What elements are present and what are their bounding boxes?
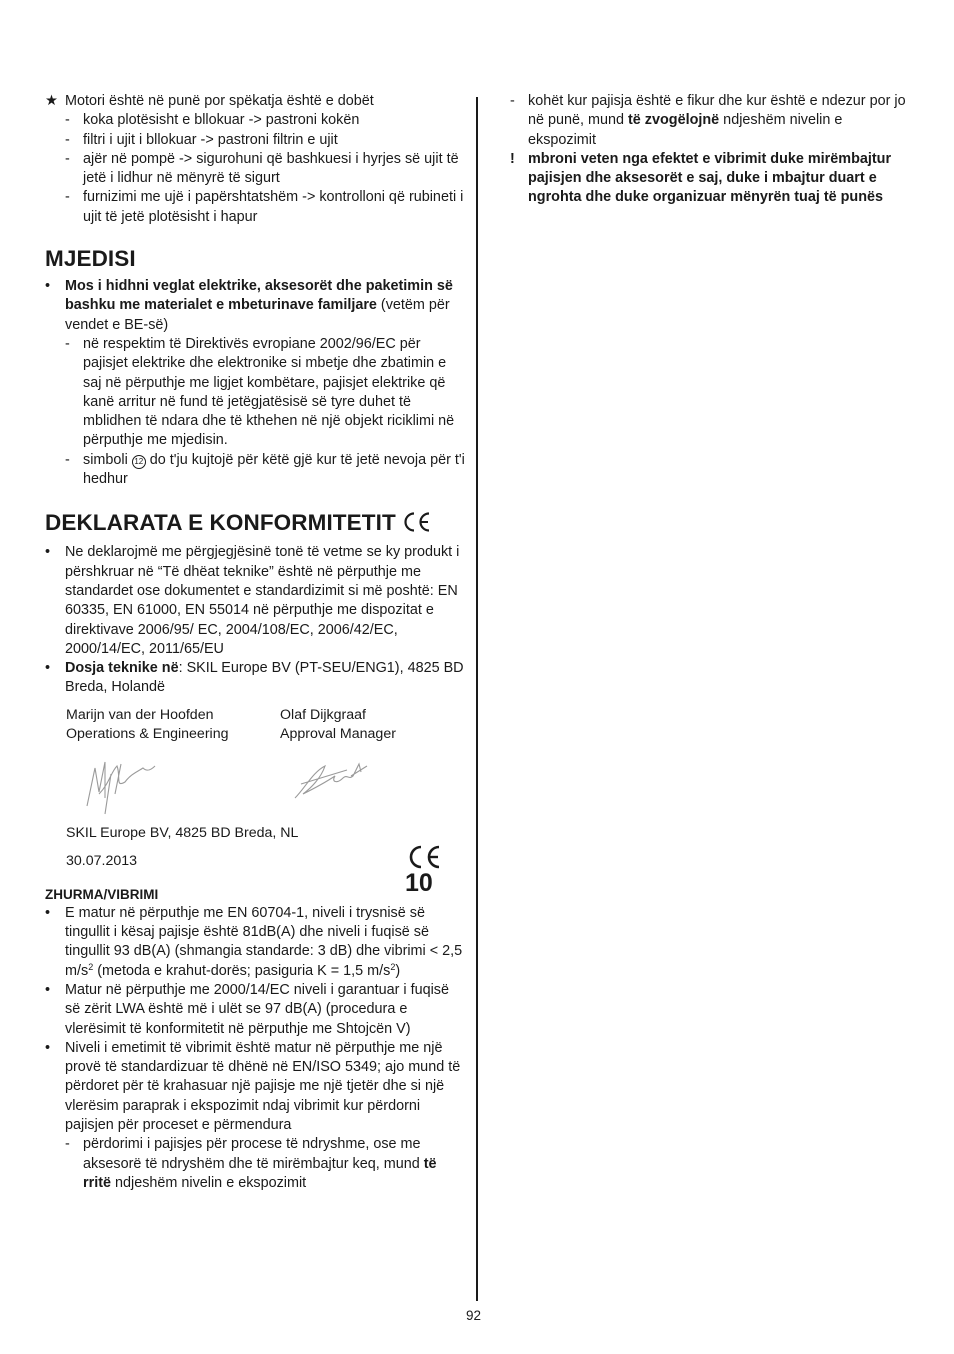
ce-mark-icon <box>402 511 432 539</box>
zhurma-sub-1: - përdorimi i pajisjes për procese të ndryshme, ose me aksesorë të ndryshëm dhe të mirëmbajtur keq, mund të rritë ndjeshëm nivelin e ekspozimit <box>65 1136 437 1191</box>
signature-1-icon <box>81 754 161 816</box>
motor-sub-1: - koka plotësisht e bllokuar -> pastroni kokën <box>65 112 360 129</box>
company-address: SKIL Europe BV, 4825 BD Breda, NL <box>66 824 299 841</box>
star-marker: ★ <box>45 93 58 109</box>
mjedisi-sub-2: - simboli 12 do t'ju kujtojë për këtë gjë kur të jetë nevoja për t'i hedhur <box>65 451 465 488</box>
declaration-date: 30.07.2013 <box>66 852 138 869</box>
ce-year: 10 <box>405 868 433 897</box>
right-column <box>508 92 908 208</box>
right-sub-1: - kohët kur pajisja është e fikur dhe kur është e ndezur por jo në punë, mund të zvogëlojnë ndjeshëm nivelin e ekspozimit <box>510 93 906 148</box>
motor-sub-2: - filtri i ujit i bllokuar -> pastroni filtrin e ujit <box>65 131 338 148</box>
deklarata-bullet-2: • Dosja teknike në: SKIL Europe BV (PT-SEU/ENG1), 4825 BD Breda, Holandë <box>45 660 464 696</box>
signatory-1: Marijn van der Hoofden Operations & Engineering <box>66 706 229 743</box>
ce10-mark <box>407 844 465 896</box>
deklarata-heading: DEKLARATA E KONFORMITETIT <box>45 510 396 536</box>
right-warning: ! mbroni veten nga efektet e vibrimit duke mirëmbajtur pajisjen dhe aksesorët e saj, duke i mbajtur duart e ngrohta dhe duke organizuar mënyrën tuaj të punës <box>510 150 892 206</box>
column-divider <box>476 97 478 1301</box>
left-column <box>45 92 465 1193</box>
zhurma-bullet-3: • Niveli i emetimit të vibrimit është matur në përputhje me një provë të standardizuar të dhënë në EN/ISO 5349; ajo mund të përdoret për të krahasuar një pajisje me një tjetër dhe si një vlerësim paraprak i ekspozimit ndaj vibrimit kur përdorni pajisjen për proceset e përmendura <box>45 1039 461 1133</box>
motor-item <box>45 92 465 111</box>
motor-lead: Motori është në punë por spëkatja është e dobët <box>65 93 374 109</box>
signatory-2: Olaf Dijkgraaf Approval Manager <box>280 706 396 743</box>
zhurma-bullet-1: • E matur në përputhje me EN 60704-1, niveli i trysnisë së tingullit i kësaj pajisje është 81dB(A) dhe niveli i fuqisë së tingullit 93 dB(A) (shmangia standarde: 3 dB) dhe vibrimi < 2,5 $m/s^2$ (metoda e krahut-dorës; pasiguria K = 1,5 $m/s^2$) <box>45 904 463 979</box>
signature-2-icon <box>291 758 371 804</box>
signatories <box>45 706 465 750</box>
page-number: 92 <box>466 1308 482 1323</box>
mjedisi-sub-1: - në respektim të Direktivës evropiane 2002/96/EC për pajisjet elektrike dhe elektronike si mbetje dhe zbatimin e saj në përputhje me ligjet kombëtare, pajisjet elektrike që kanë arritur në fund të jetëgjatësisë së tyre duhet të mblidhen të ndara dhe të kthehen në një objekt riciklimi në përputhje me mjedisin. <box>65 335 455 449</box>
mjedisi-bullet: • Mos i hidhni veglat elektrike, aksesorët dhe paketimin së bashku me materialet e mbeturinave familjare (vetëm për vendet e BE-së) <box>45 278 453 333</box>
symbol-12-badge: 12 <box>132 455 146 469</box>
zhurma-heading: ZHURMA/VIBRIMI <box>45 886 159 902</box>
zhurma-bullet-2: • Matur në përputhje me 2000/14/EC niveli i garantuar i fuqisë së zërit LWA është më i ulët se 97 dB(A) (procedura e vlerësimit të konformitetit në përputhje me Shtojcën V) <box>45 981 449 1037</box>
deklarata-heading-row <box>45 510 465 539</box>
motor-sub-4: - furnizimi me ujë i papërshtatshëm -> kontrolloni që rubineti i ujit të jetë plotësisht i hapur <box>65 189 464 225</box>
mjedisi-bullet-bold: Mos i hidhni veglat elektrike, aksesorët dhe paketimin së bashku me materialet e mbeturinave familjare <box>65 278 453 314</box>
deklarata-bullet-1: • Ne deklarojmë me përgjegjësinë tonë të vetme se ky produkt i përshkruar në “Të dhëat teknike” është në përputhje me standardet ose dokumentet e standardizimit si më poshtë: EN 60335, EN 61000, EN 55014 në përputhje me dispozitat e direktivave 2006/95/ EC, 2004/108/EC, 2006/42/EC, 2000/14/EC, 2011/65/EU <box>45 544 460 657</box>
mjedisi-heading: MJEDISI <box>45 246 136 272</box>
motor-sub-3: - ajër në pompë -> sigurohuni që bashkuesi i hyrjes së ujit të jetë i lidhur në mënyrë të sigurt <box>65 150 459 187</box>
ce-large-icon <box>407 844 443 870</box>
signature-area <box>45 750 465 824</box>
